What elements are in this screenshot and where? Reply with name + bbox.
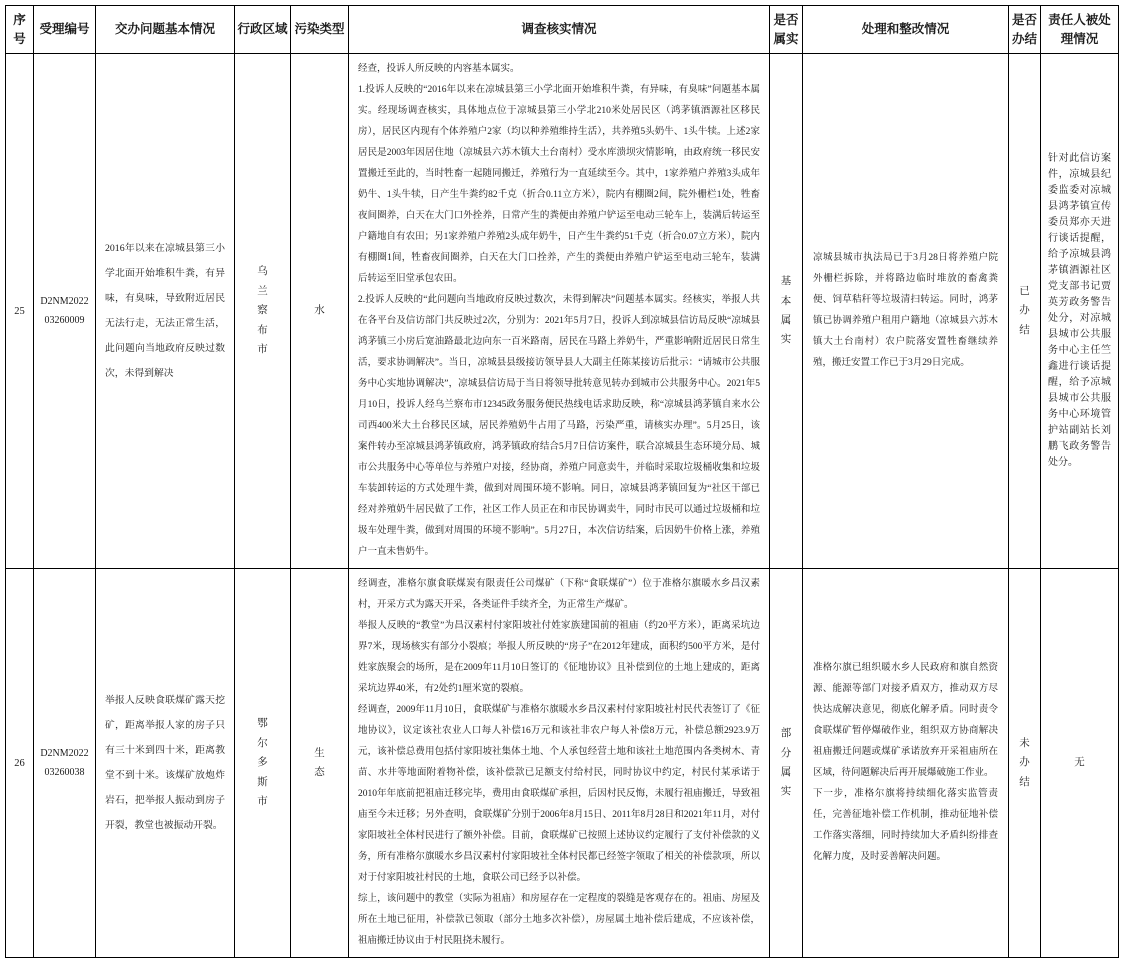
handling-paragraph: 下一步，准格尔旗将持续细化落实监管责任，完善征地补偿工作机制，推动征地补偿工作落实落细，同时持续加大矛盾纠纷排查化解力度，及时妥善解决问题。 — [813, 789, 998, 862]
cell-is-true — [770, 569, 803, 958]
investigation-paragraph: 经查，投诉人所反映的内容基本属实。 — [358, 64, 520, 74]
col-header-pollution-type: 污染类型 — [291, 6, 349, 54]
cell-is-concluded — [1009, 54, 1041, 569]
cell-case-no — [34, 569, 96, 958]
cell-region — [235, 569, 291, 958]
investigation-paragraph: 经调查，准格尔旗食联煤炭有限责任公司煤矿（下称“食联煤矿”）位于准格尔旗暖水乡昌汉素村，开采方式为露天开采，各类证件手续齐全，为正常生产煤矿。 — [358, 579, 760, 610]
cell-region — [235, 54, 291, 569]
col-header-is-concluded: 是否办结 — [1009, 6, 1041, 54]
cell-pollution-type — [291, 569, 349, 958]
cell-accountability: 针对此信访案件，凉城县纪委监委对凉城县鸿茅镇宣传委员郑亦天进行谈话提醒，给予凉城县鸿茅镇酒源社区党支部书记贾英芳政务警告处分，对凉城县城市公共服务中心主任竺鑫进行谈话提醒，给予凉城县城市公共服务中心环境管护站副站长刘鹏飞政务警告处分。 — [1041, 54, 1119, 569]
cell-accountability: 无 — [1041, 569, 1119, 958]
is-concluded-text: 已办结 — [1019, 285, 1030, 336]
is-true-text: 基本属实 — [780, 276, 792, 346]
handling-paragraph: 凉城县城市执法局已于3月28日将养殖户院外栅栏拆除，并将路边临时堆放的畜禽粪便、饲草秸秆等垃圾清扫转运。同时，鸿茅镇已协调养殖户租用户籍地（凉城县六苏木镇大土台南村）农户院落安置牲畜继续养殖，搬迁安置工作已于3月29日完成。 — [813, 253, 998, 368]
cell-case-no — [34, 54, 96, 569]
col-header-accountability: 责任人被处理情况 — [1041, 6, 1119, 54]
is-true-text: 部分属实 — [780, 728, 792, 798]
cell-is-concluded — [1009, 569, 1041, 958]
investigation-paragraph: 1.投诉人反映的“2016年以来在凉城县第三小学北面开始堆积牛粪，有异味，有臭味”问题基本属实。经现场调查核实，具体地点位于凉城县第三小学北210米处居民区（鸿茅镇酒源社区移民房），居民区内现有个体养殖户2家（均以种养殖维持生活），共养殖5头奶牛、1头牛犊。上述2家居民是2003年因居住地（凉城县六苏木镇大土台南村）受水库溃坝灾情影响，由政府统一移民安置搬迁至此的，当时牲畜一起随同搬迁，养殖行为一直延续至今。其中，1家养殖户养殖3头成年奶牛、1头牛犊，日产生牛粪约82千克（折合0.11立方米），院内有棚圈2间，院外栅栏1处，牲畜夜间圈养，白天在大门口外拴养，日常产生的粪便由养殖户铲运至电动三轮车上，装满后转运至户籍地自有农田；另1家养殖户养殖2头成年奶牛，日产生牛粪约51千克（折合0.07立方米），院内有棚圈1间，牲畜夜间圈养，白天在大门口拴养，产生的粪便由养殖户铲运至电动三轮车，装满后转运至旧堂承包农田。 — [358, 85, 760, 284]
pollution-type-text: 生态 — [314, 747, 325, 778]
investigation-paragraph: 综上，该问题中的教堂（实际为祖庙）和房屋存在一定程度的裂缝是客观存在的。祖庙、房屋及所在土地已征用，补偿款已领取（部分土地多次补偿），房屋属土地补偿后建成，不应该补偿，祖庙搬迁协议由于村民阻挠未履行。 — [358, 894, 760, 946]
handling-paragraph: 准格尔旗已组织暖水乡人民政府和旗自然资源、能源等部门对接矛盾双方，推动双方尽快达成解决意见，彻底化解矛盾。同时责令食联煤矿暂停爆破作业，组织双方协商解决祖庙搬迁问题或煤矿承诺放弃开采祖庙所在区域，待问题解决后再开展爆破施工作业。 — [813, 663, 998, 778]
cell-investigation — [349, 54, 770, 569]
case-number: D2NM202203260009 — [40, 296, 89, 326]
col-header-problem: 交办问题基本情况 — [96, 6, 235, 54]
cell-handling — [803, 54, 1009, 569]
investigation-paragraph: 2.投诉人反映的“此问题向当地政府反映过数次，未得到解决”问题基本属实。经核实，举报人共在各平台及信访部门共反映过2次，分别为：2021年5月7日，投诉人到凉城县信访局反映“凉城县鸿茅镇三小房后宽油路最北边向东一百米路南，居民在马路上养奶牛，严重影响附近居民日常生活，要求协调解决”。当日，凉城县县级接访领导县人大副主任陈某接访后批示：“请城市公共服务中心实地协调解决”，凉城县信访局于当日将领导批转意见转办到城市公共服务中心。2021年5月10日，投诉人经乌兰察布市12345政务服务便民热线电话求助反映，称“凉城县鸿茅镇自来水公司西400米大土台移民区域，居民养殖奶牛占用了马路，污染严重，请核实办理”。5月25日，该案件转办至凉城县鸿茅镇政府，鸿茅镇政府结合5月7日信访案件，联合凉城县生态环境分局、城市公共服务中心等单位与养殖户对接，经协商，养殖户同意卖牛，并临时采取垃圾桶收集和垃圾车装卸转运的方式处理牛粪，做到对周围环境不影响。同日，凉城县鸿茅镇回复为“社区干部已经对养殖奶牛居民做了工作，社区工作人员正在和市民协调卖牛，同时市民可以通过垃圾桶和垃圾车处理牛粪，做到对周围的环境不影响”。5月27日，本次信访结案，后因奶牛价格上涨，养殖户一直未售奶牛。 — [358, 295, 760, 557]
cell-seq: 25 — [6, 54, 34, 569]
table-row-26 — [6, 569, 1119, 958]
cell-is-true — [770, 54, 803, 569]
header-row — [6, 6, 1119, 54]
cell-handling — [803, 569, 1009, 958]
case-number: D2NM202203260038 — [40, 748, 89, 778]
col-header-is-true: 是否属实 — [770, 6, 803, 54]
col-header-case-no: 受理编号 — [34, 6, 96, 54]
investigation-paragraph: 经调查，2009年11月10日，食联煤矿与准格尔旗暖水乡昌汉素村付家阳坡社村民代表签订了《征地协议》，议定该社农业人口每人补偿16万元和该社非农户每人补偿8万元，补偿总额2923.9万元，该补偿总费用包括付家阳坡社集体土地、个人承包经营土地和该社土地范围内各类树木、青苗、水井等地面附着物补偿，该补偿款已足额支付给村民，同时协议中约定，村民付某承诺于2010年年底前把祖庙迁移完毕，费用由食联煤矿承担，后因村民反悔，未履行祖庙搬迁，导致祖庙至今未迁移；另外查明，食联煤矿分别于2006年8月15日、2011年8月28日和2021年11月，对付家阳坡社全体村民进行了额外补偿。目前，食联煤矿已按照上述协议约定履行了支付补偿款的义务，所有准格尔旗暖水乡昌汉素村付家阳坡社全体村民都已经签字领取了相关的补偿款项，所以对于付家阳坡社村民的土地，食联公司已经予以补偿。 — [358, 705, 760, 883]
cell-investigation — [349, 569, 770, 958]
region-text: 鄂尔多斯市 — [257, 718, 268, 808]
col-header-investigation: 调查核实情况 — [349, 6, 770, 54]
is-concluded-text: 未办结 — [1019, 737, 1030, 788]
cell-pollution-type — [291, 54, 349, 569]
pollution-type-text: 水 — [314, 305, 325, 317]
region-text: 乌兰察布市 — [257, 266, 268, 356]
col-header-seq: 序号 — [6, 6, 34, 54]
complaint-table — [5, 5, 1119, 958]
table-row-25 — [6, 54, 1119, 569]
col-header-region: 行政区域 — [235, 6, 291, 54]
investigation-paragraph: 举报人反映的“教堂”为昌汉素村付家阳坡社付姓家族建国前的祖庙（约20平方米），距离采坑边界7米，现场核实有部分小裂痕；举报人所反映的“房子”在2012年建成，面积约500平方米，是付姓家族聚会的场所，是在2009年11月10日签订的《征地协议》且补偿到位的土地上建成的，距离采坑边界40米，有2处约1厘米宽的裂痕。 — [358, 621, 760, 694]
cell-problem: 2016年以来在凉城县第三小学北面开始堆积牛粪，有异味，有臭味，导致附近居民无法行走，无法正常生活，此问题向当地政府反映过数次，未得到解决 — [96, 54, 235, 569]
col-header-handling: 处理和整改情况 — [803, 6, 1009, 54]
cell-problem: 举报人反映食联煤矿露天挖矿，距离举报人家的房子只有三十米到四十米，距离教堂不到十米。该煤矿放炮炸岩石，把举报人振动到房子开裂，教堂也被振动开裂。 — [96, 569, 235, 958]
cell-seq: 26 — [6, 569, 34, 958]
